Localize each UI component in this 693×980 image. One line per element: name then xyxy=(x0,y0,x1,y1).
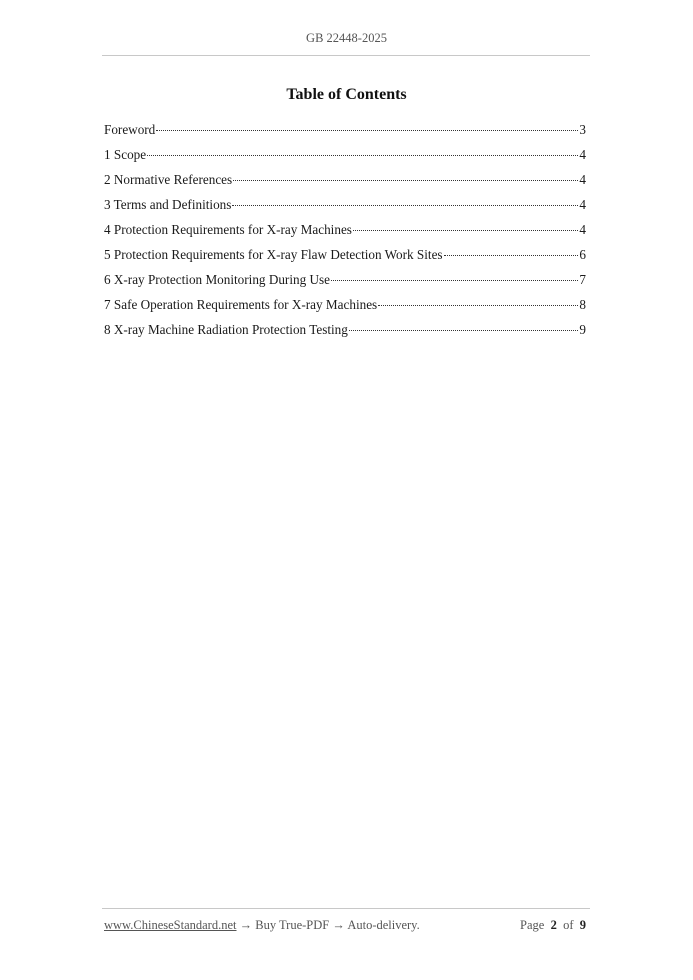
toc-entry-terms-definitions[interactable] xyxy=(104,196,586,221)
toc-entry-safe-operation[interactable] xyxy=(104,296,586,321)
toc-entry-page: 7 xyxy=(579,272,586,287)
footer-divider xyxy=(102,908,590,909)
toc-entry-page: 4 xyxy=(579,147,586,162)
toc-dot-leader xyxy=(233,180,578,181)
toc-dot-leader xyxy=(331,280,578,281)
document-code-header: GB 22448-2025 xyxy=(306,31,387,45)
toc-entry-normative-references[interactable] xyxy=(104,171,586,196)
toc-entry-page: 4 xyxy=(579,197,586,212)
page-indicator xyxy=(520,918,586,933)
toc-entry-label: Foreword xyxy=(104,122,156,137)
toc-dot-leader xyxy=(444,255,579,256)
header-divider xyxy=(102,55,590,56)
toc-entry-page: 9 xyxy=(579,322,586,337)
current-page-number: 2 xyxy=(550,918,557,932)
toc-entry-label: 3 Terms and Definitions xyxy=(104,197,232,212)
toc-entry-page: 6 xyxy=(579,247,586,262)
toc-dot-leader xyxy=(353,230,578,231)
toc-entry-page: 4 xyxy=(579,172,586,187)
toc-entry-protection-testing[interactable] xyxy=(104,321,586,346)
toc-entry-monitoring[interactable] xyxy=(104,271,586,296)
toc-dot-leader xyxy=(156,130,578,131)
buy-true-pdf-text: Buy True-PDF xyxy=(255,918,330,932)
toc-entry-page: 4 xyxy=(579,222,586,237)
toc-entry-page: 3 xyxy=(579,122,586,137)
of-word: of xyxy=(563,918,574,932)
toc-entry-label: 5 Protection Requirements for X-ray Flaw Detection Work Sites xyxy=(104,247,443,262)
toc-entry-foreword[interactable] xyxy=(104,121,586,146)
toc-entry-scope[interactable] xyxy=(104,146,586,171)
toc-entry-machine-protection[interactable] xyxy=(104,221,586,246)
toc-entry-label: 4 Protection Requirements for X-ray Machines xyxy=(104,222,352,237)
footer-promo xyxy=(104,918,420,933)
arrow-right-icon: → xyxy=(332,918,345,932)
toc-entry-work-site-protection[interactable] xyxy=(104,246,586,271)
toc-dot-leader xyxy=(378,305,578,306)
toc-entry-page: 8 xyxy=(579,297,586,312)
toc-entry-label: 7 Safe Operation Requirements for X-ray Machines xyxy=(104,297,378,312)
toc-entry-label: 1 Scope xyxy=(104,147,147,162)
arrow-right-icon: → xyxy=(239,918,253,932)
total-pages-number: 9 xyxy=(579,918,586,932)
toc-list xyxy=(104,121,586,346)
site-link[interactable]: www.ChineseStandard.net xyxy=(104,918,237,932)
toc-dot-leader xyxy=(349,330,579,331)
toc-entry-label: 8 X-ray Machine Radiation Protection Testing xyxy=(104,322,348,337)
toc-entry-label: 2 Normative References xyxy=(104,172,233,187)
page-word: Page xyxy=(520,918,545,932)
page-footer xyxy=(104,918,586,933)
toc-title: Table of Contents xyxy=(286,86,407,103)
auto-delivery-text: Auto-delivery. xyxy=(347,918,420,932)
toc-dot-leader xyxy=(147,155,578,156)
toc-dot-leader xyxy=(232,205,578,206)
toc-entry-label: 6 X-ray Protection Monitoring During Use xyxy=(104,272,330,287)
